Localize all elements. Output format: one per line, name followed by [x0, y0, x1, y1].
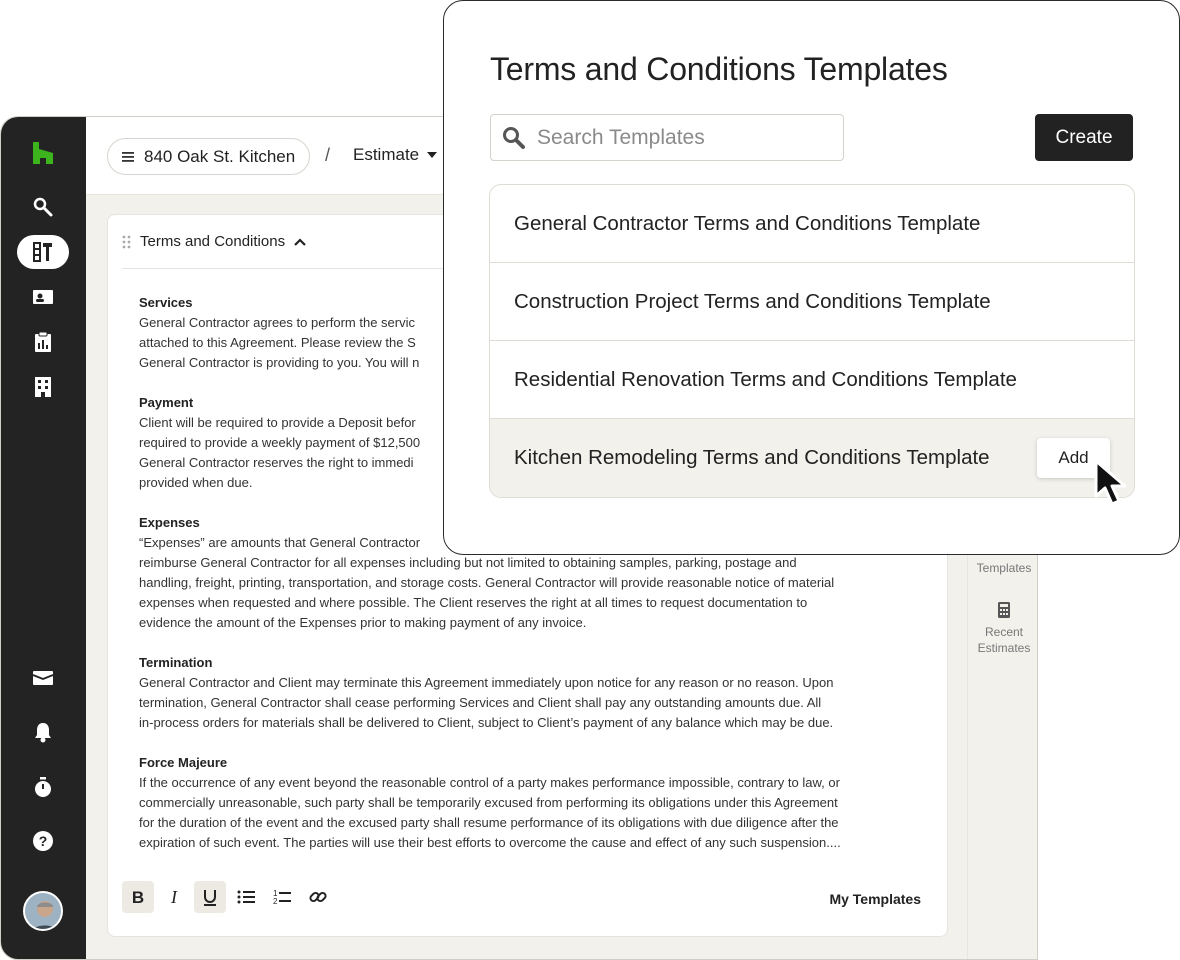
breadcrumb-page: Estimate — [353, 145, 420, 164]
clause-body: General Contractor agrees to perform the servic attached to this Agreement. Please review the S General Contractor is providing to you. You will n — [139, 315, 420, 370]
link-button[interactable] — [302, 881, 334, 913]
bell-icon — [33, 721, 53, 743]
mail-icon — [32, 670, 54, 686]
sidebar-inbox[interactable] — [17, 661, 69, 695]
template-list — [489, 184, 1135, 498]
bullet-list-icon — [237, 890, 255, 904]
svg-text:I: I — [171, 889, 177, 905]
svg-text:?: ? — [38, 833, 48, 849]
svg-text:1: 1 — [273, 889, 278, 898]
chevron-down-icon — [427, 152, 437, 158]
clause-heading: Expenses — [139, 515, 200, 530]
recent-label: Recent — [984, 625, 1024, 639]
drag-handle-icon[interactable] — [122, 235, 132, 249]
stopwatch-icon — [33, 776, 53, 798]
numbered-list-button[interactable] — [266, 881, 298, 913]
clause-body: Client will be required to provide a Deposit befor required to provide a weekly payment of $12,500 General Contractor reserves the right to immedi provided when due. — [139, 415, 421, 490]
search-input[interactable] — [537, 126, 827, 150]
italic-button[interactable] — [158, 881, 190, 913]
template-item[interactable] — [490, 341, 1134, 419]
numbered-list-icon — [273, 889, 291, 905]
template-name: General Contractor Terms and Conditions Template — [514, 211, 981, 235]
create-button[interactable]: Create — [1035, 114, 1133, 161]
clause-body: If the occurrence of any event beyond the reasonable control of a party makes performance impossible, contrary to law, or commercially unreasonable, such party shall be temporarily excused from performing its obligations under this Agreement for the duration of the event and the excused party shall resume performance of its obligations with due diligence after the expiration of such event. The parties will use their best efforts to overcome the cause and effect of any such suspension.... — [139, 775, 841, 850]
sidebar-reports[interactable] — [17, 325, 69, 359]
template-item[interactable] — [490, 185, 1134, 263]
svg-text:B: B — [131, 889, 145, 905]
italic-icon — [167, 889, 181, 905]
estimate-dropdown[interactable] — [353, 145, 437, 165]
building-icon — [34, 376, 52, 398]
format-toolbar — [122, 881, 334, 913]
my-templates-link[interactable]: My Templates — [829, 891, 921, 907]
recent-estimates-button[interactable] — [997, 602, 1011, 623]
tools-icon — [31, 241, 55, 263]
templates-panel-link[interactable]: Templates — [976, 561, 1032, 575]
clause-heading: Payment — [139, 395, 194, 410]
bold-button[interactable] — [122, 881, 154, 913]
sidebar-notifications[interactable] — [17, 715, 69, 749]
clause-heading: Termination — [139, 655, 213, 670]
template-item[interactable] — [490, 263, 1134, 341]
help-icon — [32, 830, 54, 852]
sidebar-contacts[interactable] — [17, 280, 69, 314]
sidebar-help[interactable] — [17, 824, 69, 858]
user-avatar[interactable] — [23, 891, 63, 931]
contact-card-icon — [32, 288, 54, 306]
template-name: Kitchen Remodeling Terms and Conditions Template — [514, 446, 990, 469]
template-name: Residential Renovation Terms and Conditions Template — [514, 367, 1017, 391]
clause-heading: Force Majeure — [139, 755, 228, 770]
clipboard-icon — [33, 331, 53, 353]
clause-body: “Expenses” are amounts that General Contractor reimburse General Contractor for all expenses including but not limited to obtaining samples, parking, postage and handling, freight, printing, transportation, and storage costs. General Contractor will provide reasonable notice of material expenses when requested and where possible. The Client reserves the right at all times to request documentation to evidence the amount of the Expenses prior to making payment of any invoice. — [139, 535, 835, 630]
section-header[interactable] — [122, 233, 307, 250]
clause-body: General Contractor and Client may terminate this Agreement immediately upon notice for any reason or no reason. Upon termination, General Contractor shall cease performing Services and Client shall pay any outstanding amounts due. All in-process orders for materials shall be delivered to Client, subject to Client’s payment of any balance which may be due. — [139, 675, 834, 730]
project-selector[interactable] — [107, 138, 310, 175]
svg-text:2: 2 — [273, 897, 278, 905]
templates-modal — [443, 0, 1180, 555]
link-icon — [309, 888, 327, 906]
search-icon — [501, 125, 527, 151]
add-template-button[interactable]: Add — [1037, 438, 1110, 478]
search-box[interactable] — [490, 114, 844, 161]
sidebar — [1, 117, 86, 959]
sidebar-projects[interactable] — [17, 235, 69, 269]
calculator-icon — [997, 602, 1011, 618]
template-name: Construction Project Terms and Conditions Template — [514, 289, 991, 313]
bold-icon — [131, 889, 145, 905]
sidebar-search[interactable] — [17, 190, 69, 224]
menu-icon — [122, 152, 134, 162]
houzz-logo-icon[interactable] — [31, 141, 55, 165]
chevron-up-icon[interactable] — [293, 237, 307, 247]
estimates-label: Estimates — [977, 641, 1031, 655]
sidebar-company[interactable] — [17, 370, 69, 404]
project-name: 840 Oak St. Kitchen — [144, 146, 296, 166]
search-icon — [32, 196, 54, 218]
sidebar-timer[interactable] — [17, 770, 69, 804]
section-title: Terms and Conditions — [140, 233, 286, 250]
cursor-icon — [1092, 458, 1132, 508]
breadcrumb-separator: / — [325, 145, 331, 165]
underline-icon — [202, 888, 218, 906]
underline-button[interactable] — [194, 881, 226, 913]
clause-heading: Services — [139, 295, 193, 310]
template-item[interactable] — [490, 419, 1134, 497]
modal-title: Terms and Conditions Templates — [490, 51, 948, 87]
user-photo-icon — [25, 893, 63, 931]
bullet-list-button[interactable] — [230, 881, 262, 913]
